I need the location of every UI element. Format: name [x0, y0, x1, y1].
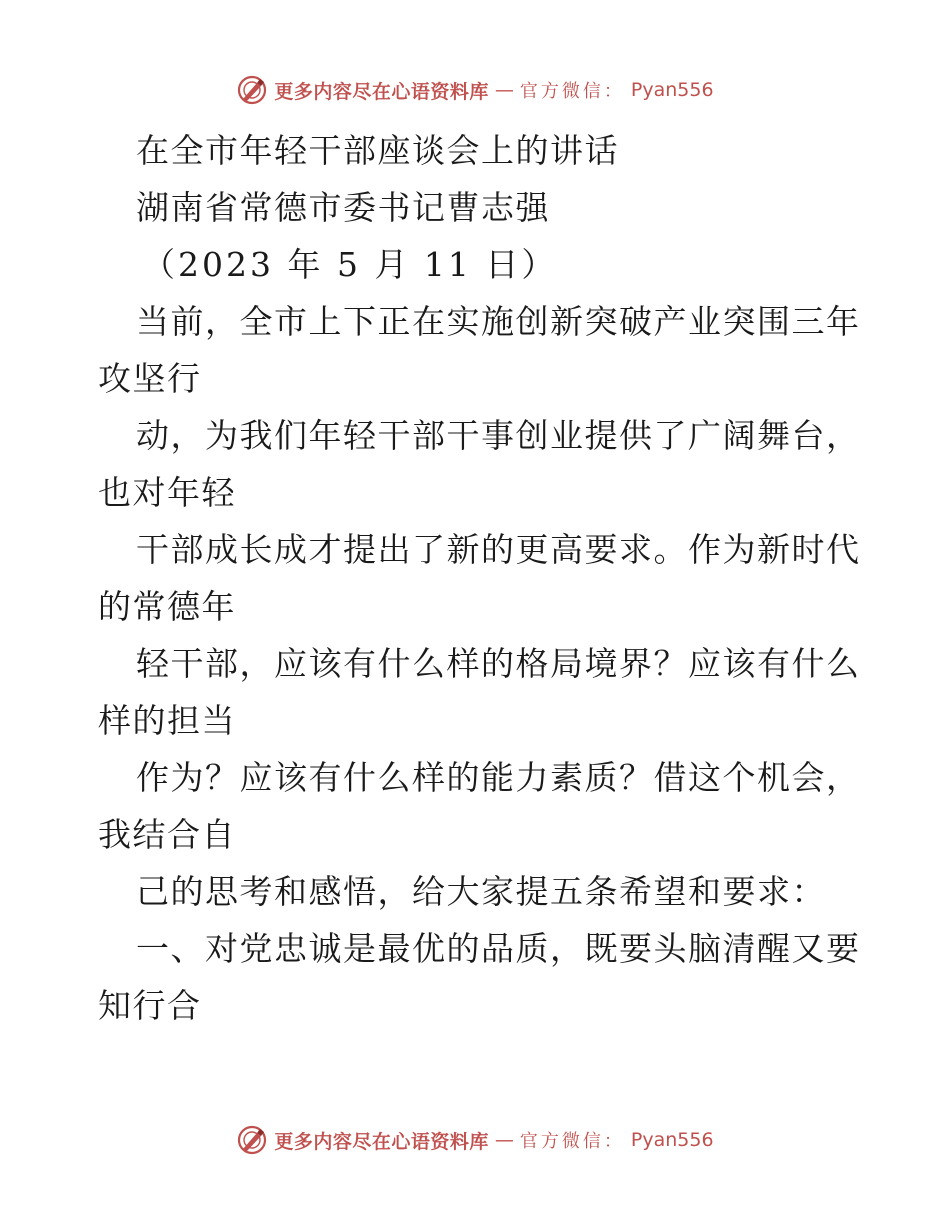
banner-dash: — — [494, 79, 514, 101]
body-text-line: 当前，全市上下正在实施创新突破产业突围三年 — [136, 302, 861, 341]
document-body — [98, 122, 861, 1034]
pen-logo-icon — [236, 1124, 268, 1156]
body-text-line: 动，为我们年轻干部干事创业提供了广阔舞台， — [136, 416, 861, 455]
banner-official-label: 官方微信： — [519, 1131, 625, 1152]
pen-logo-icon — [236, 74, 268, 106]
body-text-line: 干部成长成才提出了新的更高要求。作为新时代 — [136, 530, 861, 569]
body-text-line: 一、对党忠诚是最优的品质，既要头脑清醒又要 — [136, 929, 861, 968]
body-text-line: 作为？应该有什么样的能力素质？借这个机会， — [136, 758, 861, 797]
body-text-line: 我结合自 — [98, 815, 236, 854]
banner-wechat-id: Pyan556 — [630, 1129, 714, 1151]
banner-dash: — — [494, 1129, 514, 1151]
document-date: （2023 年 5 月 11 日） — [142, 245, 558, 284]
banner-brand-text: 更多内容尽在心语资料库 — [274, 1130, 489, 1153]
document-title: 在全市年轻干部座谈会上的讲话 — [136, 131, 619, 170]
body-text-line: 的常德年 — [98, 587, 236, 626]
banner-official-label: 官方微信： — [519, 81, 625, 102]
body-text-line: 知行合 — [98, 986, 202, 1025]
footer-watermark-banner — [0, 1120, 950, 1160]
body-text-line: 己的思考和感悟，给大家提五条希望和要求： — [136, 872, 826, 911]
header-watermark-banner — [0, 70, 950, 110]
body-text-line: 攻坚行 — [98, 359, 202, 398]
body-text-line: 也对年轻 — [98, 473, 236, 512]
body-text-line: 样的担当 — [98, 701, 236, 740]
document-author: 湖南省常德市委书记曹志强 — [136, 188, 550, 227]
banner-brand-text: 更多内容尽在心语资料库 — [274, 80, 489, 103]
banner-wechat-id: Pyan556 — [630, 79, 714, 101]
body-text-line: 轻干部，应该有什么样的格局境界？应该有什么 — [136, 644, 861, 683]
